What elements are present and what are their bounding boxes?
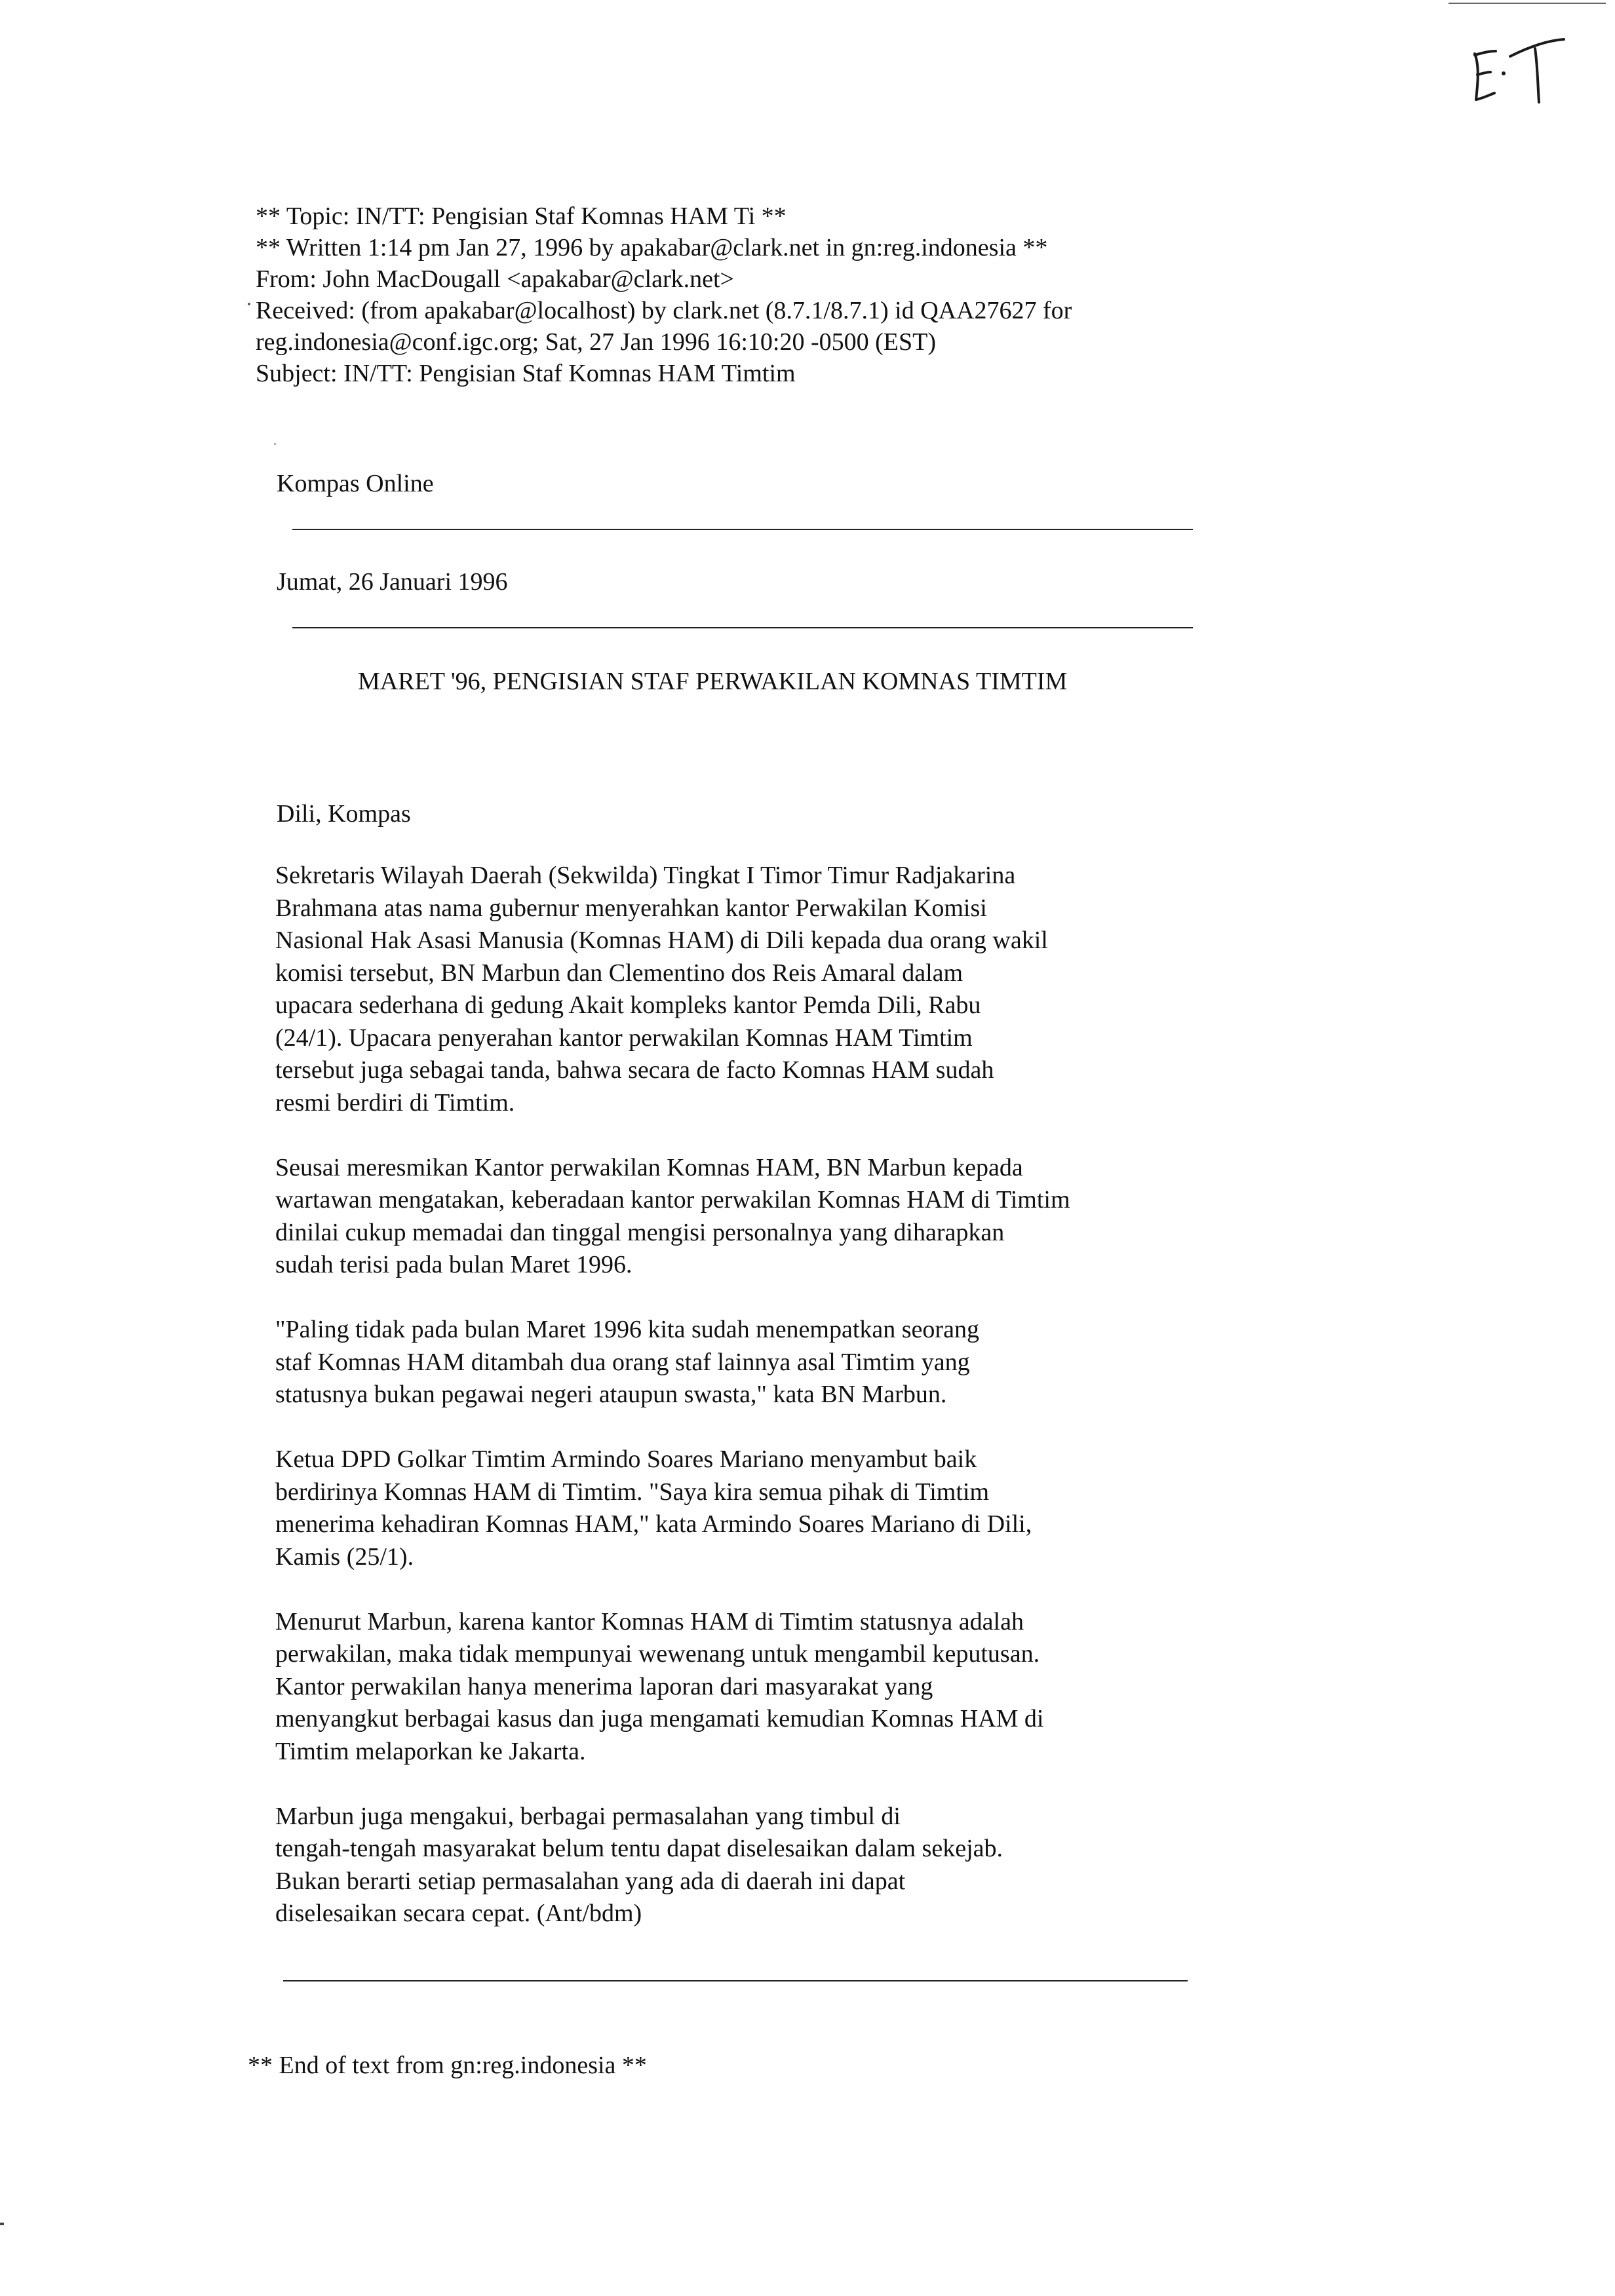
divider-rule: [292, 627, 1193, 628]
paragraph-line: (24/1). Upacara penyerahan kantor perwakilan Komnas HAM Timtim: [275, 1024, 973, 1052]
paragraph-line: Marbun juga mengakui, berbagai permasalahan yang timbul di: [275, 1802, 901, 1830]
paragraph-line: komisi tersebut, BN Marbun dan Clementino dos Reis Amaral dalam: [275, 959, 963, 987]
paragraph-line: tengah-tengah masyarakat belum tentu dapat diselesaikan dalam sekejab.: [275, 1835, 1003, 1862]
paragraph-3: [275, 1314, 1206, 1411]
email-header: [256, 201, 1226, 389]
received-line-2: reg.indonesia@conf.igc.org; Sat, 27 Jan 1996 16:10:20 -0500 (EST): [256, 328, 936, 356]
paragraph-line: dinilai cukup memadai dan tinggal mengisi personalnya yang diharapkan: [275, 1218, 1005, 1246]
paragraph-line: perwakilan, maka tidak mempunyai wewenang untuk mengambil keputusan.: [275, 1640, 1040, 1668]
divider-rule: [292, 529, 1193, 530]
paragraph-line: diselesaikan secara cepat. (Ant/bdm): [275, 1900, 642, 1927]
article-headline: MARET '96, PENGISIAN STAF PERWAKILAN KOMNAS TIMTIM: [358, 668, 1068, 695]
scan-dot-mark: [248, 303, 250, 305]
paragraph-line: menerima kehadiran Komnas HAM," kata Armindo Soares Mariano di Dili,: [275, 1510, 1032, 1538]
paragraph-4: [275, 1444, 1206, 1573]
paragraph-line: upacara sederhana di gedung Akait kompleks kantor Pemda Dili, Rabu: [275, 991, 981, 1019]
paragraph-1: [275, 860, 1206, 1119]
paragraph-line: staf Komnas HAM ditambah dua orang staf lainnya asal Timtim yang: [275, 1348, 970, 1376]
article-body: [275, 860, 1206, 1962]
publication-date: Jumat, 26 Januari 1996: [277, 568, 508, 596]
paragraph-line: wartawan mengatakan, keberadaan kantor perwakilan Komnas HAM di Timtim: [275, 1186, 1070, 1214]
corner-scan-line: [1449, 3, 1606, 4]
paragraph-line: Menurut Marbun, karena kantor Komnas HAM di Timtim statusnya adalah: [275, 1607, 1024, 1636]
article-dateline: Dili, Kompas: [277, 800, 411, 828]
paragraph-line: menyangkut berbagai kasus dan juga mengamati kemudian Komnas HAM di: [275, 1705, 1044, 1732]
paragraph-line: Bukan berarti setiap permasalahan yang ada di daerah ini dapat: [275, 1867, 906, 1895]
paragraph-line: tersebut juga sebagai tanda, bahwa secara de facto Komnas HAM sudah: [275, 1056, 994, 1084]
paragraph-5: [275, 1606, 1206, 1769]
paragraph-line: Nasional Hak Asasi Manusia (Komnas HAM) di Dili kepada dua orang wakil: [275, 927, 1048, 954]
paragraph-6: [275, 1801, 1206, 1930]
paragraph-line: Sekretaris Wilayah Daerah (Sekwilda) Tingkat I Timor Timur Radjakarina: [275, 862, 1016, 889]
publication-name: Kompas Online: [277, 470, 434, 497]
topic-line: ** Topic: IN/TT: Pengisian Staf Komnas HAM Ti **: [256, 202, 787, 230]
paragraph-line: berdirinya Komnas HAM di Timtim. "Saya kira semua pihak di Timtim: [275, 1478, 990, 1506]
paragraph-line: resmi berdiri di Timtim.: [275, 1088, 515, 1117]
paragraph-line: "Paling tidak pada bulan Maret 1996 kita sudah menempatkan seorang: [275, 1316, 979, 1343]
scan-edge-mark: [0, 2223, 4, 2225]
paragraph-line: Ketua DPD Golkar Timtim Armindo Soares Mariano menyambut baik: [275, 1445, 977, 1473]
end-of-text-line: ** End of text from gn:reg.indonesia **: [248, 2052, 647, 2079]
paragraph-line: Kantor perwakilan hanya menerima laporan dari masyarakat yang: [275, 1672, 933, 1700]
subject-line: Subject: IN/TT: Pengisian Staf Komnas HAM Timtim: [256, 360, 796, 387]
scan-speck: [274, 443, 276, 445]
paragraph-line: Timtim melaporkan ke Jakarta.: [275, 1737, 586, 1765]
paragraph-line: sudah terisi pada bulan Maret 1996.: [275, 1251, 632, 1278]
paragraph-2: [275, 1152, 1206, 1282]
paragraph-line: Kamis (25/1).: [275, 1542, 414, 1571]
received-line-1: Received: (from apakabar@localhost) by clark.net (8.7.1/8.7.1) id QAA27627 for: [256, 297, 1072, 324]
handwritten-mark-et: [1467, 34, 1572, 113]
paragraph-line: Brahmana atas nama gubernur menyerahkan kantor Perwakilan Komisi: [275, 894, 987, 922]
paragraph-line: statusnya bukan pegawai negeri ataupun swasta," kata BN Marbun.: [275, 1381, 947, 1408]
divider-rule: [283, 1980, 1188, 1981]
from-line: From: John MacDougall <apakabar@clark.net>: [256, 265, 734, 293]
paragraph-line: Seusai meresmikan Kantor perwakilan Komnas HAM, BN Marbun kepada: [275, 1153, 1023, 1181]
written-line: ** Written 1:14 pm Jan 27, 1996 by apakabar@clark.net in gn:reg.indonesia **: [256, 234, 1048, 261]
